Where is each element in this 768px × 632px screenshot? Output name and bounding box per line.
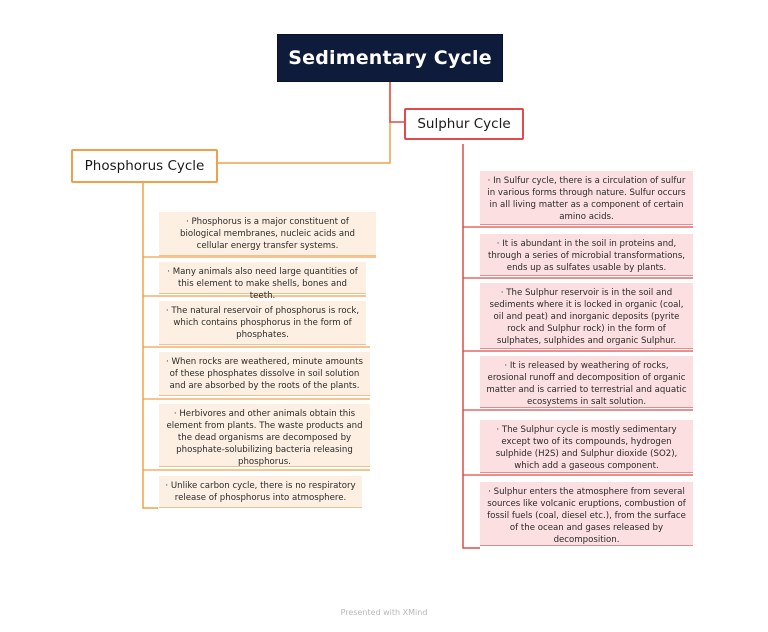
sulphur-cycle-topic[interactable] (404, 108, 524, 140)
phosphorus-note[interactable]: · Phosphorus is a major constituent of biological membranes, nucleic acids and cellular energy transfer systems. (159, 212, 376, 256)
phosphorus-cycle-topic[interactable] (71, 149, 218, 183)
sulphur-note[interactable]: · It is abundant in the soil in proteins and, through a series of microbial transformations, ends up as sulfates usable by plants. (480, 234, 693, 276)
phosphorus-note[interactable]: · Many animals also need large quantities of this element to make shells, bones and teeth. (159, 262, 366, 294)
phosphorus-note[interactable]: · When rocks are weathered, minute amounts of these phosphates dissolve in soil solution and are absorbed by the roots of the plants. (159, 352, 370, 396)
phosphorus-spine (143, 179, 158, 508)
phosphorus-note[interactable]: · Unlike carbon cycle, there is no respiratory release of phosphorus into atmosphere. (159, 476, 362, 508)
root-topic-title: Sedimentary Cycle (288, 47, 492, 69)
sulphur-spine (463, 144, 480, 548)
phosphorus-cycle-title: Phosphorus Cycle (84, 158, 205, 174)
sulphur-cycle-title: Sulphur Cycle (417, 116, 511, 132)
root-topic[interactable] (278, 35, 502, 81)
sulphur-note[interactable]: · The Sulphur cycle is mostly sedimentary except two of its compounds, hydrogen sulphide (H2S) and Sulphur dioxide (SO2), which add a gaseous component. (480, 420, 693, 473)
sulphur-note[interactable]: · The Sulphur reservoir is in the soil and sediments where it is locked in organic (coal, oil and peat) and inorganic deposits (pyrite rock and Sulphur rock) in the form of sulphates, sulphides and organic Sulphur. (480, 283, 693, 349)
phosphorus-note[interactable]: · Herbivores and other animals obtain this element from plants. The waste products and the dead organisms are decomposed by phosphate-solubilizing bacteria releasing phosphorus. (159, 404, 370, 467)
phosphorus-note[interactable]: · The natural reservoir of phosphorus is rock, which contains phosphorus in the form of phosphates. (159, 301, 366, 345)
footer-text: Presented with XMind (340, 608, 428, 617)
connector-root-phosphorus (214, 81, 390, 163)
sulphur-note[interactable]: · In Sulfur cycle, there is a circulation of sulfur in various forms through nature. Sulfur occurs in all living matter as a component of certain amino acids. (480, 171, 693, 225)
connector-root-sulphur (390, 81, 404, 122)
sulphur-note[interactable]: · Sulphur enters the atmosphere from several sources like volcanic eruptions, combustion of fossil fuels (coal, diesel etc.), from the surface of the ocean and gases released by decomposition. (480, 482, 693, 546)
sulphur-note[interactable]: · It is released by weathering of rocks, erosional runoff and decomposition of organic matter and is carried to terrestrial and aquatic ecosystems in salt solution. (480, 356, 693, 408)
